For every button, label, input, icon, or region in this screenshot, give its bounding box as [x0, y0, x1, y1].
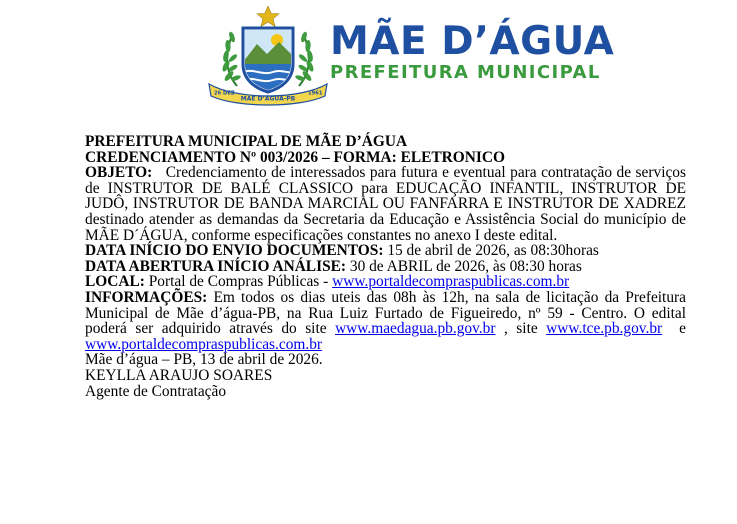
signer-role: Agente de Contratação: [85, 382, 227, 400]
laurel-right-icon: [295, 31, 315, 86]
public-notice: [85, 134, 686, 399]
info-label: INFORMAÇÕES:: [85, 288, 208, 306]
place-date: Mãe d’água – PB, 13 de abril de 2026.: [85, 351, 323, 369]
ribbon-right-text: 1961: [308, 90, 323, 97]
municipal-crest-logo: [207, 6, 329, 106]
brand-subtitle: PREFEITURA MUNICIPAL: [330, 62, 601, 83]
star-icon: [257, 6, 279, 27]
process-title: CREDENCIAMENTO Nº 003/2026 – FORMA: ELETRONICO: [85, 148, 505, 166]
location-label: LOCAL:: [85, 273, 145, 291]
page-header: [0, 0, 737, 110]
start-date-text: 15 de abril de 2026, as 08:30horas: [387, 242, 599, 260]
opening-date-line: [85, 259, 686, 275]
info-text: Em todos os dias uteis das 08h às 12h, na sala de licitação da Prefeitura Municipal de Mãe d’água-PB, na Rua Luiz Furtado de Figueiredo, nº 59 - Centro. O edital poderá ser adquirido através do site: [85, 288, 686, 338]
portal-link[interactable]: www.portaldecompraspublicas.com.br: [332, 273, 570, 291]
object-paragraph: [85, 165, 686, 243]
signer-name: KEYLLA ARAUJO SOARES: [85, 366, 273, 384]
opening-date-text: 30 de ABRIL de 2026, às 08:30 horas: [349, 257, 582, 275]
tce-link[interactable]: www.tce.pb.gov.br: [546, 320, 663, 338]
opening-date-label: DATA ABERTURA INÍCIO ANÁLISE:: [85, 257, 347, 275]
location-text: Portal de Compras Públicas -: [148, 273, 329, 291]
info-separator: , site: [503, 320, 538, 338]
ribbon-center-text: MÃE D’ÁGUA-PB: [240, 95, 296, 103]
location-line: [85, 274, 686, 290]
start-date-line: [85, 243, 686, 259]
portal-link-2[interactable]: www.portaldecompraspublicas.com.br: [85, 335, 323, 353]
laurel-left-icon: [221, 31, 241, 86]
maedagua-link[interactable]: www.maedagua.pb.gov.br: [335, 320, 496, 338]
ribbon-left-text: 26 DEZ: [214, 90, 235, 97]
info-and: e: [679, 320, 686, 338]
info-paragraph: [85, 290, 686, 352]
brand-name: MÃE D’ÁGUA: [330, 19, 615, 64]
object-text: Credenciamento de interessados para futura e eventual para contratação de serviços de INSTRUTOR DE BALÉ CLASSICO para EDUCAÇÃO INFANTIL, INSTRUTOR DE JUDÔ, INSTRUTOR DE BANDA MARCIAL OU FANFARRA E INSTRUTOR DE XADREZ destinado atender as demandas da Secretaria da Educação e Assistência Social do município de MÃE D´ÁGUA, conforme especificações constantes no anexo I deste edital.: [85, 164, 686, 244]
start-date-label: DATA INÍCIO DO ENVIO DOCUMENTOS:: [85, 242, 384, 260]
object-label: OBJETO:: [85, 164, 153, 182]
org-title: PREFEITURA MUNICIPAL DE MÃE D’ÁGUA: [85, 133, 408, 150]
